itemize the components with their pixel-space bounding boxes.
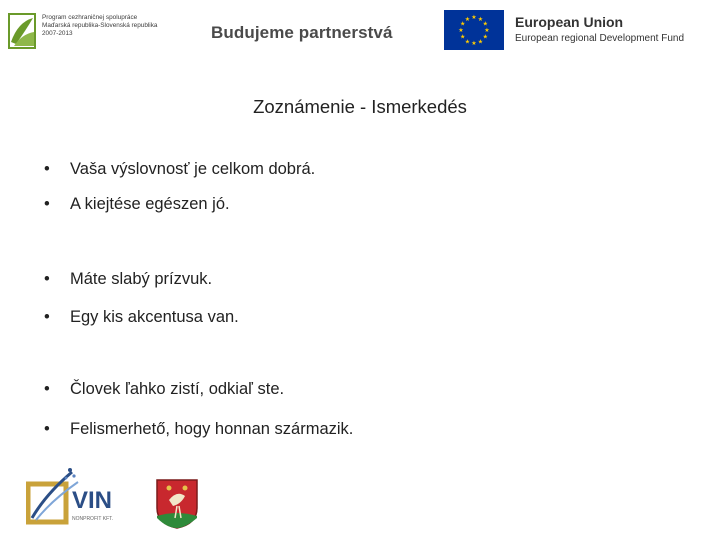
bullet-dot: • [44,195,50,213]
list-item [44,195,230,214]
bullet-dot: • [44,160,50,178]
bullet-dot: • [44,308,50,326]
slogan: Budujeme partnerstvá [211,23,393,42]
list-item [44,160,315,179]
header [0,0,720,60]
vin-logo-text: VIN [72,487,113,514]
eu-star-icon: ★ [477,38,484,46]
eu-star-icon: ★ [482,20,488,28]
eu-star-icon: ★ [477,15,484,23]
eu-logo [444,10,714,50]
eu-title: European Union [515,14,624,30]
slide-title-text: Zoznámenie - Ismerkedés [253,96,467,117]
eu-star-icon: ★ [484,27,490,35]
slide-title [0,96,720,118]
bullet-dot: • [44,380,50,398]
eu-star-icon: ★ [464,15,471,23]
coat-of-arms-icon [155,478,199,530]
eu-star-icon: ★ [471,14,477,22]
list-item [44,380,284,399]
vin-logo-subtext: NONPROFIT KFT. [72,516,114,522]
bullet-dot: • [44,270,50,288]
list-item-text: Vaša výslovnosť je celkom dobrá. [70,160,316,178]
list-item [44,420,353,439]
eu-star-icon: ★ [460,20,466,28]
program-logo-line: Maďarská republika-Slovenská republika [42,22,158,30]
eu-star-icon: ★ [458,27,464,35]
bullet-dot: • [44,420,50,438]
list-item-text: Egy kis akcentusa van. [70,308,239,326]
program-logo-text [42,14,157,39]
program-logo-line: Program cezhraničnej spolupráce [42,14,138,21]
list-item [44,308,239,327]
list-item-text: A kiejtése egészen jó. [70,195,230,213]
program-logo [8,12,198,52]
eu-flag-icon [444,10,504,50]
eu-star-icon: ★ [460,33,466,41]
eu-star-icon: ★ [482,33,488,41]
program-leaf-icon [8,12,38,52]
eu-star-icon: ★ [464,38,471,46]
list-item-text: Felismerhető, hogy honnan származik. [70,420,354,438]
list-item [44,270,212,289]
program-logo-line: 2007-2013 [42,30,73,38]
list-item-text: Človek ľahko zistí, odkiaľ ste. [70,380,285,398]
list-item-text: Máte slabý prízvuk. [70,270,213,288]
eu-subtitle: European regional Development Fund [515,33,684,44]
eu-star-icon: ★ [471,40,477,48]
vin-logo [26,464,152,526]
